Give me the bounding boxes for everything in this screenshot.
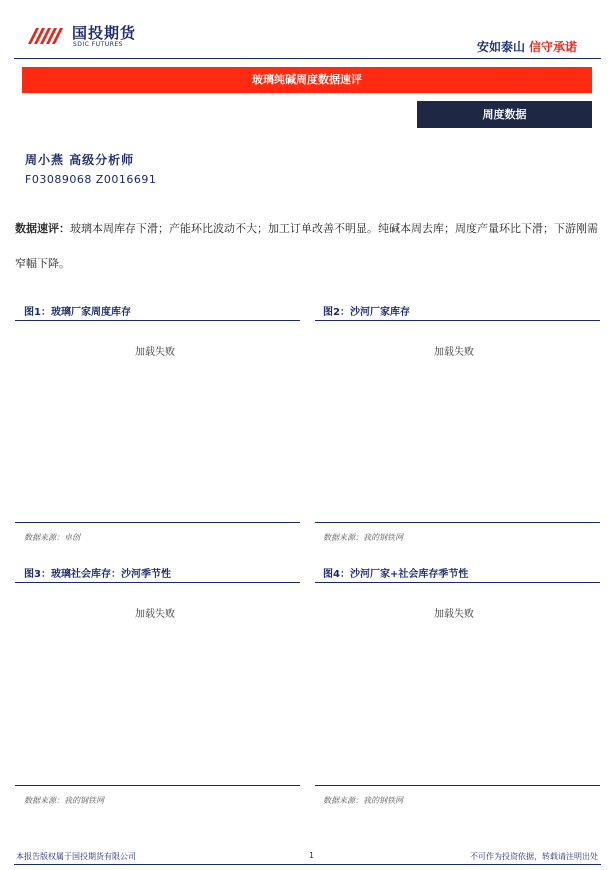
- figure-1-title: 图1：玻璃厂家周度库存: [24, 307, 131, 318]
- figure-4-rule: [315, 582, 600, 583]
- logo-text-en: SDIC FUTURES: [73, 41, 123, 48]
- figure-1-source-rule: [15, 522, 300, 523]
- figure-2-rule: [315, 320, 600, 321]
- figure-3-rule: [15, 582, 300, 583]
- figure-1-rule: [15, 320, 300, 321]
- footer-copyright: 本报告版权属于国投期货有限公司: [16, 852, 136, 861]
- summary-text: 玻璃本周库存下滑；产能环比波动不大；加工订单改善不明显。纯碱本周去库；周度产量环比下滑；下游刚需窄幅下降。: [15, 222, 598, 270]
- section-tag: 周度数据: [417, 101, 592, 128]
- analyst-name: 周小燕 高级分析师: [25, 153, 135, 167]
- slogan: [477, 38, 577, 55]
- company-logo: [26, 22, 146, 50]
- logo-text-cn: 国投期货: [72, 24, 137, 42]
- footer-page-number: 1: [309, 851, 315, 860]
- logo-mark-icon: [26, 24, 68, 46]
- figure-1-source: 数据来源：卓创: [24, 533, 80, 542]
- figure-2-title: 图2：沙河厂家库存: [323, 307, 410, 318]
- figure-1-load-failed: 加载失败: [135, 347, 175, 358]
- figure-4-load-failed: 加载失败: [434, 609, 474, 620]
- figure-3-source: 数据来源：我的钢铁网: [24, 796, 104, 805]
- figure-2-load-failed: 加载失败: [434, 347, 474, 358]
- slogan-part1: 安如泰山: [476, 40, 525, 54]
- figure-3-title: 图3：玻璃社会库存：沙河季节性: [24, 569, 171, 580]
- slogan-part2: 信守承诺: [528, 40, 577, 54]
- figure-4-source: 数据来源：我的钢铁网: [323, 796, 403, 805]
- footer-divider: [14, 864, 601, 865]
- figure-3-load-failed: 加载失败: [135, 609, 175, 620]
- data-summary: [15, 211, 600, 281]
- figure-2-source: 数据来源：我的钢铁网: [323, 533, 403, 542]
- header-divider: [14, 58, 601, 59]
- footer-disclaimer: 不可作为投资依据，转载请注明出处: [470, 852, 598, 861]
- analyst-license-ids: F03089068 Z0016691: [25, 173, 157, 186]
- figure-3-source-rule: [15, 785, 300, 786]
- figure-4-source-rule: [315, 785, 600, 786]
- report-title-bar: 玻璃纯碱周度数据速评: [22, 67, 592, 93]
- figure-2-source-rule: [315, 522, 600, 523]
- figure-4-title: 图4：沙河厂家+社会库存季节性: [323, 569, 469, 580]
- summary-label: 数据速评：: [15, 222, 70, 235]
